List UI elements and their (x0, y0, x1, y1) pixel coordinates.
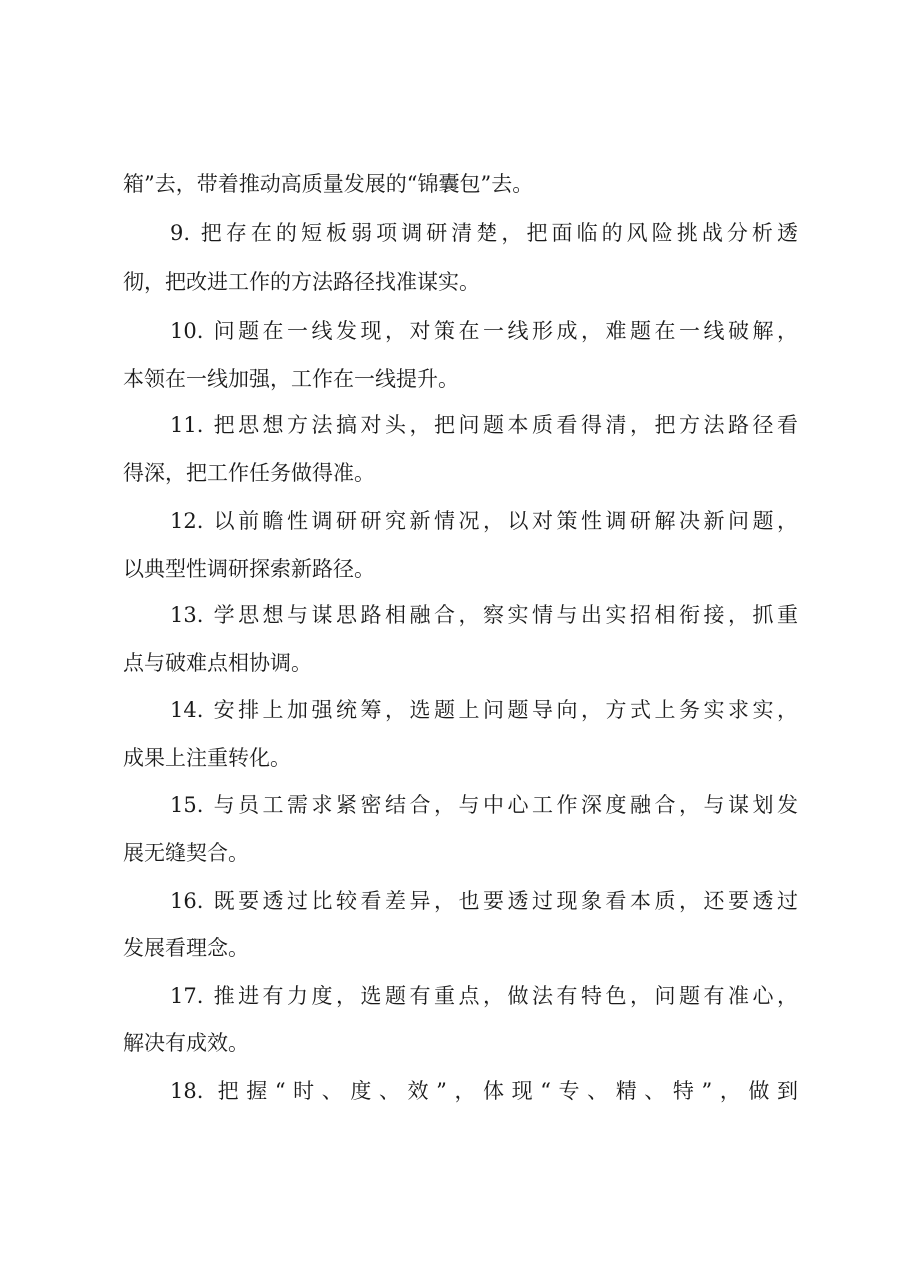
item-10-line-2: 本领在一线加强，工作在一线提升。 (123, 367, 459, 391)
item-12-line-1: 12. 以前瞻性调研研究新情况，以对策性调研解决新问题， (170, 509, 798, 533)
item-9-line-1: 9. 把存在的短板弱项调研清楚，把面临的风险挑战分析透 (170, 221, 798, 245)
item-12-line-2: 以典型性调研探索新路径。 (123, 557, 375, 581)
item-17-line-1: 17. 推进有力度，选题有重点，做法有特色，问题有准心， (170, 984, 798, 1008)
item-18-line-1: 18. 把握“时、度、效”，体现“专、精、特”，做到 (170, 1079, 798, 1103)
item-14-line-2: 成果上注重转化。 (123, 746, 291, 770)
item-9-line-2: 彻，把改进工作的方法路径找准谋实。 (123, 270, 480, 294)
item-15-line-2: 展无缝契合。 (123, 841, 249, 865)
continuation-line: 箱”去，带着推动高质量发展的“锦囊包”去。 (123, 172, 534, 196)
item-13-line-1: 13. 学思想与谋思路相融合，察实情与出实招相衔接，抓重 (170, 603, 798, 627)
item-15-line-1: 15. 与员工需求紧密结合，与中心工作深度融合，与谋划发 (170, 793, 798, 817)
item-14-line-1: 14. 安排上加强统筹，选题上问题导向，方式上务实求实， (170, 698, 798, 722)
item-17-line-2: 解决有成效。 (123, 1031, 249, 1055)
item-11-line-2: 得深，把工作任务做得准。 (123, 461, 375, 485)
item-16-line-2: 发展看理念。 (123, 936, 249, 960)
item-13-line-2: 点与破难点相协调。 (123, 651, 312, 675)
item-10-line-1: 10. 问题在一线发现，对策在一线形成，难题在一线破解， (170, 319, 798, 343)
item-11-line-1: 11. 把思想方法搞对头，把问题本质看得清，把方法路径看 (170, 413, 798, 437)
item-16-line-1: 16. 既要透过比较看差异，也要透过现象看本质，还要透过 (170, 889, 798, 913)
